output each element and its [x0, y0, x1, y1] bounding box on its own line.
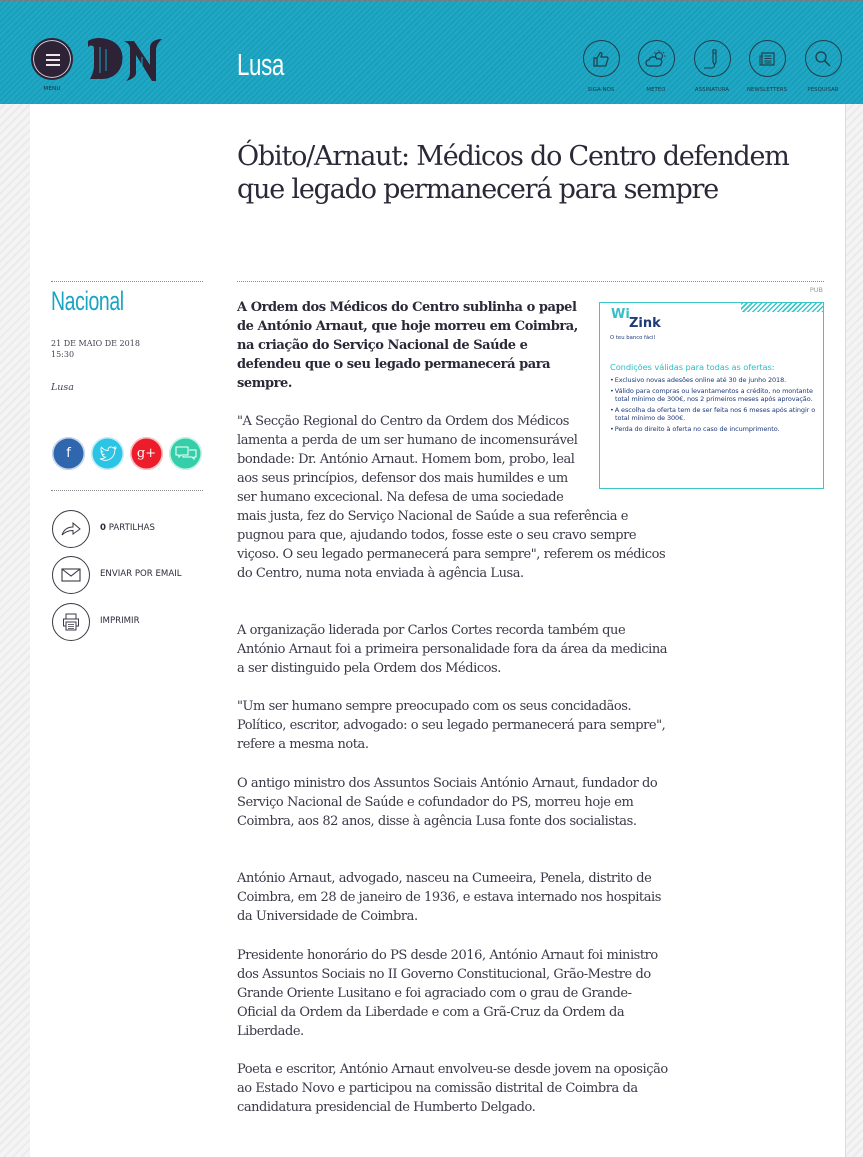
share-arrow-icon [61, 522, 81, 536]
weather-button[interactable] [636, 40, 676, 93]
twitter-share-button[interactable] [91, 437, 124, 470]
share-count: 0 [100, 523, 106, 533]
twitter-icon [99, 446, 117, 461]
article-paragraph: António Arnaut, advogado, nasceu na Cumeeira, Penela, distrito de Coimbra, em 28 de janeiro de 1936, e estava internado nos hospitais da Universidade de Coimbra. [237, 871, 661, 924]
thumbs-up-icon [592, 50, 610, 68]
advertising-label: PUB [809, 286, 823, 294]
article-paragraph: O antigo ministro dos Assuntos Sociais António Arnaut, fundador do Serviço Nacional de Saúde e cofundador do PS, morreu hoje em Coimbra, aos 82 anos, disse à agência Lusa fonte dos socialistas. [237, 776, 658, 829]
publish-time: 15:30 [51, 350, 75, 359]
category-link[interactable]: Nacional [51, 286, 124, 316]
newsletters-label: NEWSLETTERS [746, 87, 788, 93]
ad-conditions-title: Condições válidas para todas as ofertas: [610, 362, 775, 372]
print-icon [62, 613, 80, 631]
follow-us-label: SIGA-NOS [587, 87, 615, 93]
ad-condition-item: • Válido para compras ou levantamentos a crédito, no montante total mínimo de 300€, nos 2 primeiros meses após aprovação. [610, 387, 820, 404]
ad-condition-item: • A escolha da oferta tem de ser feita nos 6 meses após atingir o total mínimo de 300€. [610, 406, 820, 423]
google-plus-share-button[interactable] [130, 437, 163, 470]
newsletters-button[interactable] [746, 40, 788, 93]
publish-date-day: 21 DE MAIO DE 2018 [51, 339, 140, 348]
article-paragraph: "Um ser humano sempre preocupado com os seus concidadãos. Político, escritor, advogado: o seu legado permanecerá para sempre", refere a mesma nota. [237, 699, 666, 752]
divider [51, 490, 203, 491]
search-label: PESQUISAR [807, 87, 839, 93]
ad-brand-zink: Zink [629, 316, 661, 331]
ad-stripe-decoration [741, 303, 823, 312]
article-paragraph: Poeta e escritor, António Arnaut envolveu-se desde jovem na oposição ao Estado Novo e participou na comissão distrital de Coimbra da candidatura presidencial de Humberto Delgado. [237, 1062, 668, 1115]
article-paragraph: A organização liderada por Carlos Cortes recorda também que António Arnaut foi a primeira personalidade fora da área da medicina a ser distinguido pela Ordem dos Médicos. [237, 623, 668, 676]
menu-label: MENU [43, 86, 61, 92]
article-paragraph: Presidente honorário do PS desde 2016, António Arnaut foi ministro dos Assuntos Sociais no II Governo Constitucional, Grão-Mestre do Grande Oriente Lusitano e foi agraciado com o grau de Grande-Oficial da Ordem da Liberdade e com a Grã-Cruz da Ordem da Liberdade. [237, 948, 658, 1039]
comments-icon [175, 446, 197, 461]
menu-button[interactable] [31, 38, 73, 80]
divider [237, 281, 824, 282]
newspaper-icon [758, 51, 776, 67]
search-icon [814, 50, 832, 68]
print-label: IMPRIMIR [100, 616, 140, 626]
facebook-share-button[interactable] [52, 437, 85, 470]
weather-icon [644, 49, 668, 69]
article-paragraph [237, 412, 669, 583]
ad-condition-item: • Exclusivo novas adesões online até 30 de junho 2018. [610, 376, 820, 385]
publish-date [51, 338, 140, 360]
divider [51, 281, 203, 282]
comments-button[interactable] [169, 437, 202, 470]
article-lead: A Ordem dos Médicos do Centro sublinha o papel de António Arnaut, que hoje morreu em Coimbra, na criação do Serviço Nacional de Saúde e defendeu que o seu legado permanecerá para sempre. [237, 300, 578, 391]
article-headline: Óbito/Arnaut: Médicos do Centro defendem que legado permanecerá para sempre [237, 141, 789, 205]
weather-label: METEO [646, 87, 666, 93]
ad-tagline: O teu banco fácil [610, 335, 655, 341]
google-plus-icon: g+ [136, 446, 157, 461]
email-icon [61, 568, 81, 582]
top-navigation-bar [0, 0, 863, 104]
subscription-button[interactable] [692, 40, 732, 93]
subscription-label: ASSINATURA [694, 87, 730, 93]
search-button[interactable] [803, 40, 843, 93]
pen-icon [702, 48, 722, 70]
author-link[interactable]: Lusa [51, 382, 74, 393]
ad-condition-item: • Perda do direito à oferta no caso de incumprimento. [610, 425, 820, 434]
email-label: ENVIAR POR EMAIL [100, 569, 182, 579]
hamburger-icon [46, 54, 60, 69]
ad-brand-wi: Wi [611, 307, 630, 322]
dn-logo[interactable] [84, 35, 164, 83]
section-title[interactable]: Lusa [237, 47, 284, 82]
facebook-icon: f [66, 446, 71, 461]
share-count-label: PARTILHAS [108, 523, 155, 533]
follow-us-button[interactable] [581, 40, 621, 93]
paragraph-text: "A Secção Regional do Centro da Ordem dos Médicos lamenta a perda de um ser humano de incomensurável bondade: Dr. António Arnaut. Homem bom, probo, leal aos seus princípios, defensor dos mais humildes e um ser humano excecional. Na defesa de uma sociedade mais justa, fez do Serviço Nacional de Saúde a sua referência e pugnou para que, ajudando todos, fosse este o seu cravo sempre viçoso. O seu legado permanecerá para sempre", referem os médicos do Centro, numa nota enviada à agência Lusa. [237, 414, 666, 581]
